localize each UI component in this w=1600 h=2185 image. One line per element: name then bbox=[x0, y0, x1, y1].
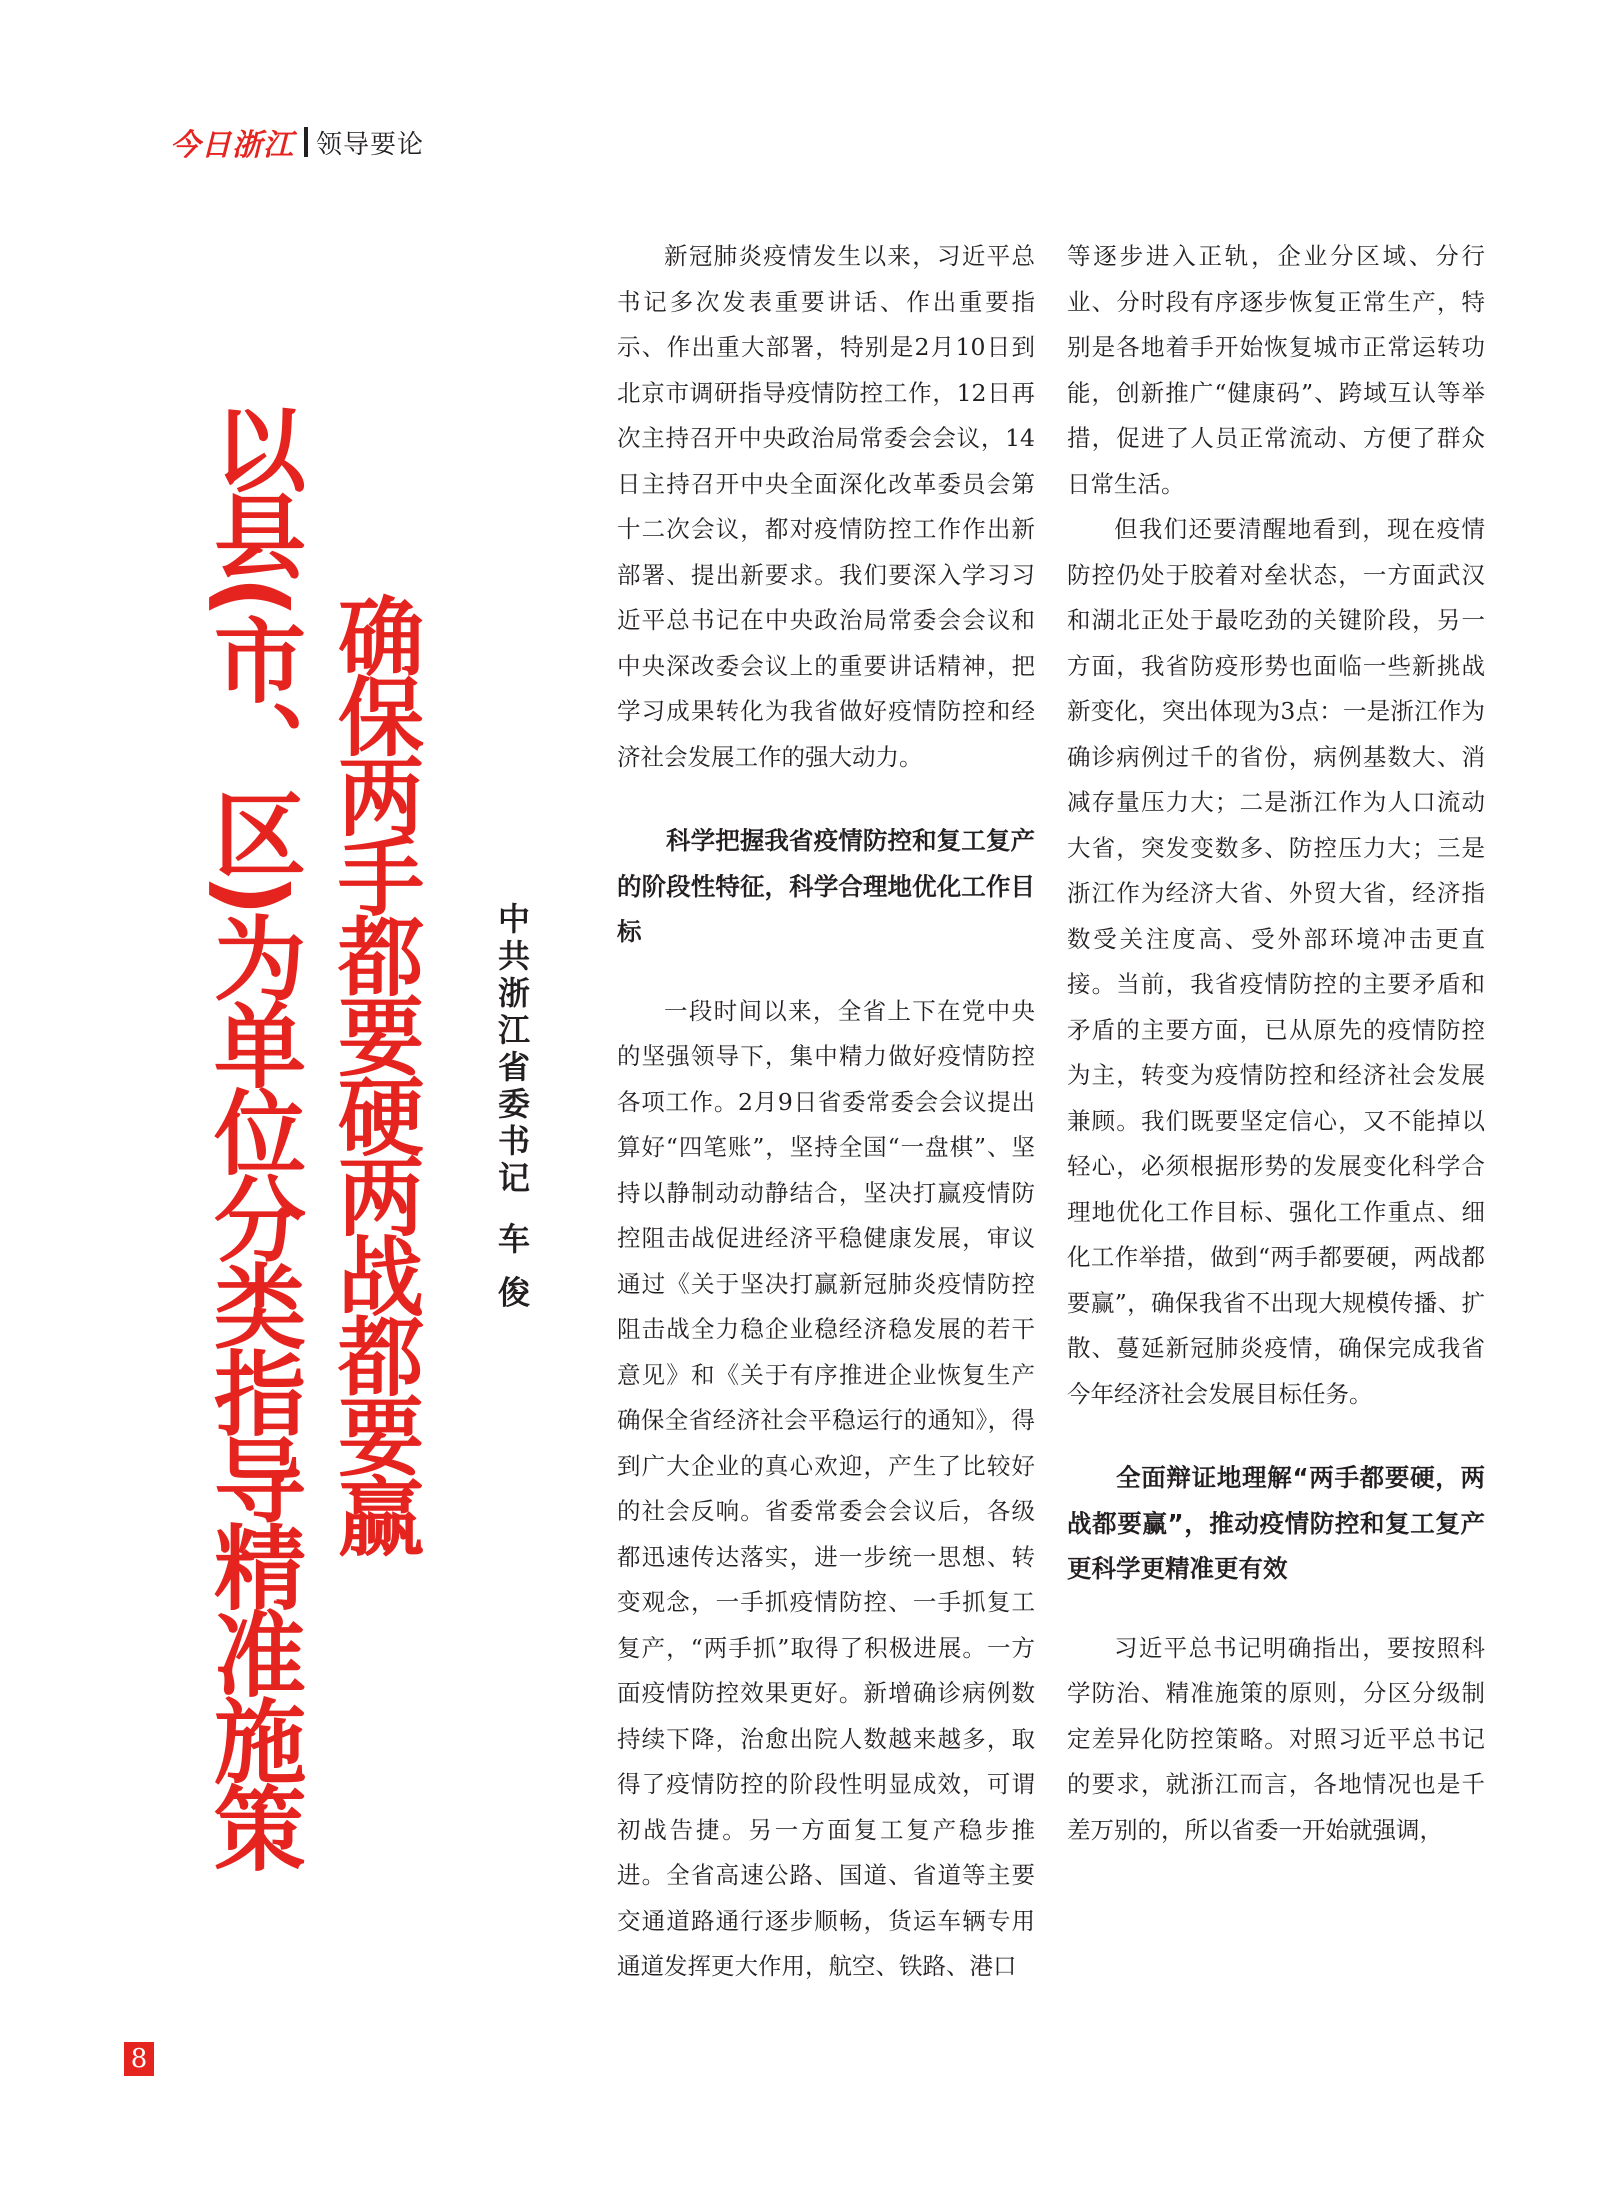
running-header bbox=[170, 120, 424, 164]
paragraph-1: 新冠肺炎疫情发生以来，习近平总书记多次发表重要讲话、作出重要指示、作出重大部署，特别是2月10日到北京市调研指导疫情防控工作，12日再次主持召开中央政治局常委会会议，14日主持召开中央全面深化改革委员会第十二次会议，都对疫情防控工作作出新部署、提出新要求。我们要深入学习习近平总书记在中央政治局常委会会议和中央深改委会议上的重要讲话精神，把学习成果转化为我省做好疫情防控和经济社会发展工作的强大动力。 bbox=[617, 242, 1035, 771]
section-heading-1: 科学把握我省疫情防控和复工复产的阶段性特征，科学合理地优化工作目标 bbox=[617, 826, 1035, 946]
article-subtitle: 确保两手都要硬两战都要赢 bbox=[323, 592, 423, 1552]
author-byline bbox=[493, 902, 531, 1313]
page-number: 8 bbox=[124, 2042, 154, 2076]
paragraph-4: 习近平总书记明确指出，要按照科学防治、精准施策的原则，分区分级制定差异化防控策略。对照习近平总书记的要求，就浙江而言，各地情况也是千差万别的，所以省委一开始就强调， bbox=[1067, 1633, 1485, 1844]
magazine-logo: 今日浙江 bbox=[170, 128, 294, 163]
section-heading-2: 全面辩证地理解“两手都要硬，两战都要赢”，推动疫情防控和复工复产更科学更精准更有效 bbox=[1067, 1463, 1485, 1583]
paragraph-2: 一段时间以来，全省上下在党中央的坚强领导下，集中精力做好疫情防控各项工作。2月9日省委常委会会议提出算好“四笔账”，坚持全国“一盘棋”、坚持以静制动动静结合，坚决打赢疫情防控阻击战促进经济平稳健康发展，审议通过《关于坚决打赢新冠肺炎疫情防控阻击战全力稳企业稳经济稳发展的若干意见》和《关于有序推进企业恢复生产确保全省经济社会平稳运行的通知》，得到广大企业的真心欢迎，产生了比较好的社会反响。省委常委会会议后，各级都迅速传达落实，进一步统一思想、转变观念，一手抓疫情防控、一手抓复工复产，“两手抓”取得了积极进展。一方面疫情防控效果更好。新增确诊病例数持续下降，治愈出院人数越来越多，取得了疫情防控的阶段性明显成效，可谓初战告捷。另一方面复工复产稳步推进。全省高速公路、国道、省道等主要交通道路通行逐步顺畅，货运车辆专用通道发挥更大作用，航空、铁路、港口 bbox=[617, 996, 1035, 1980]
article-title: 以县(市、区)为单位分类指导精准施策 bbox=[199, 402, 306, 1869]
author-name: 车 俊 bbox=[493, 1222, 531, 1313]
header-divider bbox=[304, 127, 308, 157]
paragraph-3: 但我们还要清醒地看到，现在疫情防控仍处于胶着对垒状态，一方面武汉和湖北正处于最吃劲的关键阶段，另一方面，我省防疫形势也面临一些新挑战新变化，突出体现为3点：一是浙江作为确诊病例过千的省份，病例基数大、消减存量压力大；二是浙江作为人口流动大省，突发变数多、防控压力大；三是浙江作为经济大省、外贸大省，经济指数受关注度高、受外部环境冲击更直接。当前，我省疫情防控的主要矛盾和矛盾的主要方面，已从原先的疫情防控为主，转变为疫情防控和经济社会发展兼顾。我们既要坚定信心，又不能掉以轻心，必须根据形势的发展变化科学合理地优化工作目标、强化工作重点、细化工作举措，做到“两手都要硬，两战都要赢”，确保我省不出现大规模传播、扩散、蔓延新冠肺炎疫情，确保完成我省今年经济社会发展目标任务。 bbox=[1067, 515, 1485, 1408]
paragraph-2-continued: 等逐步进入正轨，企业分区域、分行业、分时段有序逐步恢复正常生产，特别是各地着手开始恢复城市正常运转功能，创新推广“健康码”、跨域互认等举措，促进了人员正常流动、方便了群众日常生活。 bbox=[1067, 242, 1485, 498]
body-column-right bbox=[1067, 234, 1485, 1853]
author-position: 中共浙江省委书记 bbox=[493, 902, 531, 1198]
body-column-left bbox=[617, 234, 1035, 1990]
column-name: 领导要论 bbox=[316, 129, 425, 160]
